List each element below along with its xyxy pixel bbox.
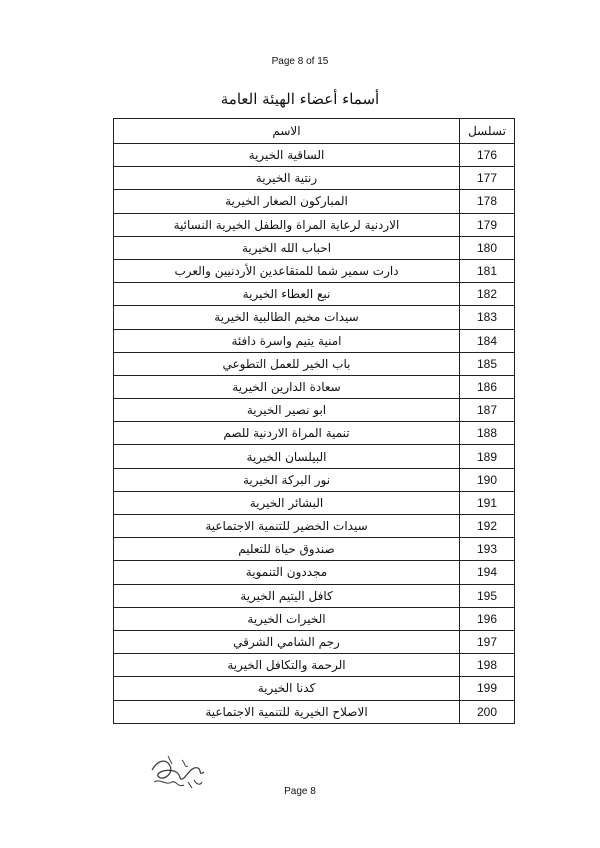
row-name: الرحمة والتكافل الخيرية	[114, 654, 460, 677]
document-title: أسماء أعضاء الهيئة العامة	[220, 90, 380, 108]
table-row	[114, 561, 515, 584]
row-seq: 176	[460, 144, 515, 167]
row-name: دارت سمير شما للمتقاعدين الأردنيين والعرب	[114, 259, 460, 282]
row-name: صندوق حياة للتعليم	[114, 538, 460, 561]
row-name: الاصلاح الخيرية للتنمية الاجتماعية	[114, 700, 460, 723]
row-name: رنتية الخيرية	[114, 167, 460, 190]
row-name: كافل اليتيم الخيرية	[114, 584, 460, 607]
table-row	[114, 584, 515, 607]
row-seq: 190	[460, 468, 515, 491]
row-seq: 188	[460, 422, 515, 445]
row-name: نبع العطاء الخيرية	[114, 283, 460, 306]
table-row	[114, 607, 515, 630]
row-seq: 179	[460, 213, 515, 236]
table-row	[114, 700, 515, 723]
row-name: رجم الشامي الشرقي	[114, 630, 460, 653]
row-name: البيلسان الخيرية	[114, 445, 460, 468]
table-row	[114, 491, 515, 514]
table-row	[114, 654, 515, 677]
table-header-row	[114, 119, 515, 144]
table-row	[114, 213, 515, 236]
header-seq: تسلسل	[460, 119, 515, 144]
table-row	[114, 399, 515, 422]
row-seq: 199	[460, 677, 515, 700]
row-name: امنية يتيم واسرة دافئة	[114, 329, 460, 352]
row-name: احباب الله الخيرية	[114, 236, 460, 259]
row-seq: 197	[460, 630, 515, 653]
row-name: الخيرات الخيرية	[114, 607, 460, 630]
row-name: كدنا الخيرية	[114, 677, 460, 700]
row-name: سيدات مخيم الطالبية الخيرية	[114, 306, 460, 329]
row-seq: 193	[460, 538, 515, 561]
row-seq: 183	[460, 306, 515, 329]
row-seq: 195	[460, 584, 515, 607]
row-name: تنمية المراة الاردنية للصم	[114, 422, 460, 445]
row-seq: 194	[460, 561, 515, 584]
row-seq: 177	[460, 167, 515, 190]
table-row	[114, 306, 515, 329]
members-table	[113, 118, 515, 724]
row-seq: 186	[460, 375, 515, 398]
table-row	[114, 515, 515, 538]
row-seq: 184	[460, 329, 515, 352]
row-name: سعادة الدارين الخيرية	[114, 375, 460, 398]
row-name: الساقية الخيرية	[114, 144, 460, 167]
row-seq: 192	[460, 515, 515, 538]
row-seq: 200	[460, 700, 515, 723]
table-row	[114, 144, 515, 167]
row-name: البشائر الخيرية	[114, 491, 460, 514]
row-name: سيدات الخضير للتنمية الاجتماعية	[114, 515, 460, 538]
row-name: ابو نصير الخيرية	[114, 399, 460, 422]
row-seq: 187	[460, 399, 515, 422]
table-row	[114, 259, 515, 282]
row-seq: 198	[460, 654, 515, 677]
row-name: الاردنية لرعاية المراة والطفل الخيرية النسائية	[114, 213, 460, 236]
row-seq: 196	[460, 607, 515, 630]
table-row	[114, 236, 515, 259]
table-row	[114, 167, 515, 190]
header-page-number: Page 8 of 15	[271, 56, 329, 67]
row-seq: 189	[460, 445, 515, 468]
table-row	[114, 375, 515, 398]
row-name: المباركون الصغار الخيرية	[114, 190, 460, 213]
row-seq: 181	[460, 259, 515, 282]
table-row	[114, 190, 515, 213]
row-seq: 185	[460, 352, 515, 375]
row-seq: 178	[460, 190, 515, 213]
row-name: باب الخير للعمل التطوعي	[114, 352, 460, 375]
table-row	[114, 468, 515, 491]
row-name: مجددون التنموية	[114, 561, 460, 584]
table-row	[114, 352, 515, 375]
table-row	[114, 283, 515, 306]
table-row	[114, 630, 515, 653]
table-row	[114, 677, 515, 700]
row-seq: 182	[460, 283, 515, 306]
footer-page-number: Page 8	[284, 786, 316, 797]
table-row	[114, 445, 515, 468]
table-row	[114, 538, 515, 561]
header-name: الاسم	[114, 119, 460, 144]
table-row	[114, 422, 515, 445]
row-seq: 191	[460, 491, 515, 514]
table-body	[114, 144, 515, 724]
row-seq: 180	[460, 236, 515, 259]
table-row	[114, 329, 515, 352]
row-name: نور البركة الخيرية	[114, 468, 460, 491]
